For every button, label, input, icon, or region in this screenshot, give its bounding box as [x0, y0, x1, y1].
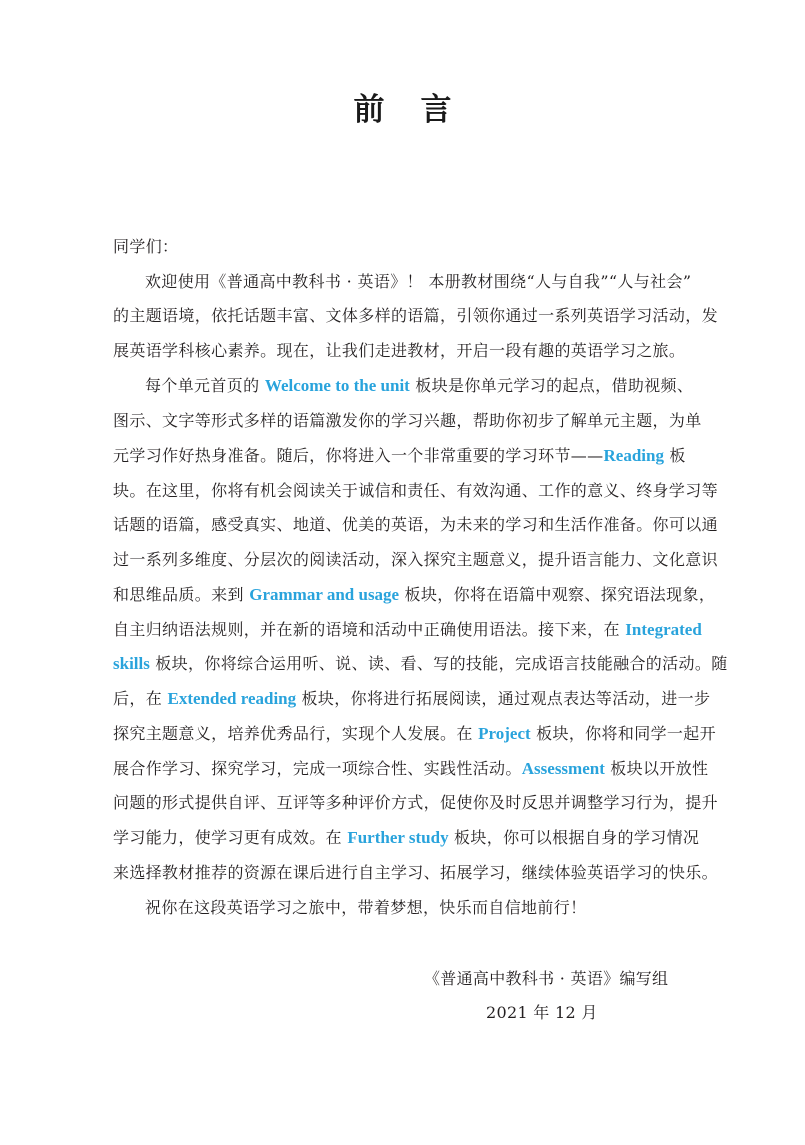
section-name-highlight: Project — [478, 724, 531, 743]
body-text: 板块，你将综合运用听、说、读、看、写的技能，完成语言技能融合的活动。随 — [149, 654, 728, 673]
body-text: 元学习作好热身准备。随后，你将进入一个非常重要的学习环节—— — [113, 446, 604, 465]
body-text: 祝你在这段英语学习之旅中，带着梦想，快乐而自信地前行！ — [145, 898, 587, 917]
body-line — [145, 272, 692, 292]
body-line — [113, 620, 702, 640]
signature: 《普通高中教科书 · 英语》编写组 — [424, 969, 669, 988]
body-text: 自主归纳语法规则，并在新的语境和活动中正确使用语法。接下来，在 — [113, 620, 626, 639]
body-line — [113, 481, 718, 501]
body-line — [113, 654, 728, 674]
body-text: 展合作学习、探究学习，完成一项综合性、实践性活动。 — [113, 759, 522, 778]
section-name-highlight: Assessment — [521, 759, 605, 778]
body-text: 探究主题意义，培养优秀品行，实现个人发展。在 — [113, 724, 479, 743]
body-text: 问题的形式提供自评、互评等多种评价方式，促使你及时反思并调整学习行为，提升 — [113, 793, 718, 812]
section-name-highlight: Grammar and usage — [249, 585, 400, 604]
body-line — [113, 585, 716, 605]
body-line — [113, 341, 686, 361]
section-name-highlight: Further study — [347, 828, 449, 847]
section-name-highlight: Extended reading — [167, 689, 297, 708]
body-line — [113, 828, 700, 848]
body-text: 图示、文字等形式多样的语篇激发你的学习兴趣，帮助你初步了解单元主题，为单 — [113, 411, 702, 430]
body-line — [113, 793, 718, 813]
body-line — [113, 689, 711, 709]
section-name-highlight: Welcome to the unit — [264, 376, 410, 395]
body-text: 块。在这里，你将有机会阅读关于诚信和责任、有效沟通、工作的意义、终身学习等 — [113, 481, 718, 500]
body-text: 板块，你将进行拓展阅读，通过观点表达等活动，进一步 — [296, 689, 711, 708]
body-text: 过一系列多维度、分层次的阅读活动，深入探究主题意义，提升语言能力、文化意识 — [113, 550, 718, 569]
body-text: 话题的语篇，感受真实、地道、优美的英语，为未来的学习和生活作准备。你可以通 — [113, 515, 718, 534]
body-text: 板块，你可以根据自身的学习情况 — [448, 828, 700, 847]
section-name-highlight: skills — [113, 654, 150, 673]
greeting: 同学们： — [113, 237, 179, 256]
section-name-highlight: Integrated — [625, 620, 702, 639]
body-line — [113, 446, 686, 466]
body-text: 和思维品质。来到 — [113, 585, 250, 604]
body-line — [113, 306, 718, 326]
body-text: 板 — [663, 446, 686, 465]
body-line — [113, 411, 702, 431]
date: 2021 年 12 月 — [486, 1003, 598, 1022]
body-text: 板块是你单元学习的起点，借助视频、 — [409, 376, 694, 395]
body-text: 学习能力，使学习更有成效。在 — [113, 828, 348, 847]
body-line — [113, 550, 718, 570]
section-name-highlight: Reading — [603, 446, 664, 465]
body-text: 板块以开放性 — [604, 759, 709, 778]
page-title: 前言 — [353, 92, 488, 128]
body-text: 每个单元首页的 — [145, 376, 265, 395]
body-line — [145, 376, 694, 396]
body-text: 欢迎使用《普通高中教科书 · 英语》！ 本册教材围绕“人与自我”“人与社会” — [145, 272, 692, 291]
body-line — [145, 898, 679, 918]
body-line — [113, 515, 718, 535]
body-text: 的主题语境，依托话题丰富、文体多样的语篇，引领你通过一系列英语学习活动，发 — [113, 306, 718, 325]
body-text: 来选择教材推荐的资源在课后进行自主学习、拓展学习，继续体验英语学习的快乐。 — [113, 863, 718, 882]
body-text: 板块，你将和同学一起开 — [530, 724, 716, 743]
body-text: 展英语学科核心素养。现在，让我们走进教材，开启一段有趣的英语学习之旅。 — [113, 341, 686, 360]
body-line — [113, 759, 709, 779]
body-line — [113, 863, 718, 883]
body-text: 板块，你将在语篇中观察、探究语法现象， — [399, 585, 716, 604]
body-line — [113, 724, 716, 744]
body-text: 后，在 — [113, 689, 168, 708]
